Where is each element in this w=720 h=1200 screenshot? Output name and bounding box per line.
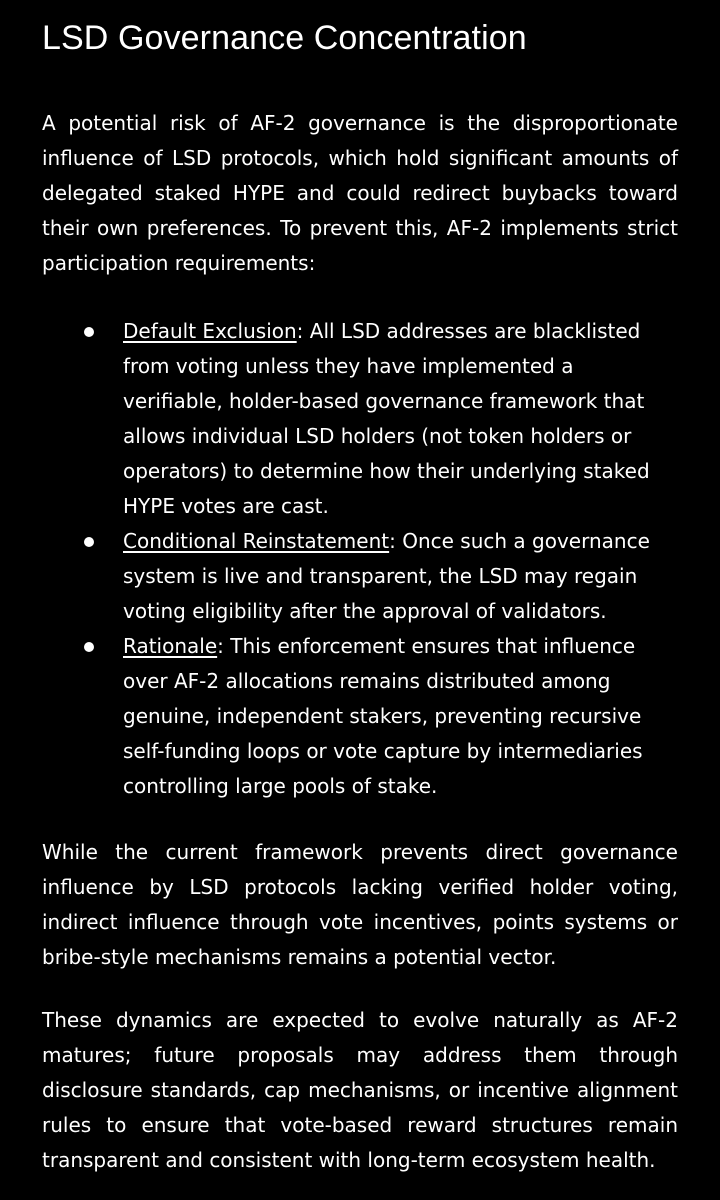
requirements-list	[42, 314, 678, 804]
list-item-rationale	[42, 629, 678, 804]
bullet-text: : Once such a governance system is live and transparent, the LSD may regain voting eligibility after the approval of validators.	[123, 529, 650, 623]
list-item-default-exclusion	[42, 314, 678, 524]
bullet-term: Conditional Reinstatement	[123, 529, 390, 553]
intro-paragraph: A potential risk of AF-2 governance is the disproportionate influence of LSD protocols, which hold significant amounts of delegated staked HYPE and could redirect buybacks toward their own preferences. To prevent this, AF-2 implements strict participation requirements:	[42, 111, 678, 275]
bullet-term: Default Exclusion	[123, 319, 297, 343]
bullet-text: : All LSD addresses are blacklisted from voting unless they have implemented a verifiable, holder-based governance framework that allows individual LSD holders (not token holders or operators) to determine how their underlying staked HYPE votes are cast.	[123, 319, 650, 518]
bullet-icon	[84, 327, 94, 337]
bullet-text: : This enforcement ensures that influence over AF-2 allocations remains distributed among genuine, independent stakers, preventing recursive self-funding loops or vote capture by intermediaries controlling large pools of stake.	[123, 634, 643, 798]
list-item-conditional-reinstatement	[42, 524, 678, 629]
bullet-term: Rationale	[123, 634, 218, 658]
future-dynamics-paragraph: These dynamics are expected to evolve naturally as AF-2 matures; future proposals may address them through disclosure standards, cap mechanisms, or incentive alignment rules to ensure that vote-based reward structures remain transparent and consistent with long-term ecosystem health.	[42, 1008, 678, 1172]
page-title: LSD Governance Concentration	[42, 19, 527, 57]
bullet-icon	[84, 537, 94, 547]
indirect-influence-paragraph: While the current framework prevents direct governance influence by LSD protocols lacking verified holder voting, indirect influence through vote incentives, points systems or bribe-style mechanisms remains a potential vector.	[42, 840, 678, 969]
bullet-icon	[84, 642, 94, 652]
